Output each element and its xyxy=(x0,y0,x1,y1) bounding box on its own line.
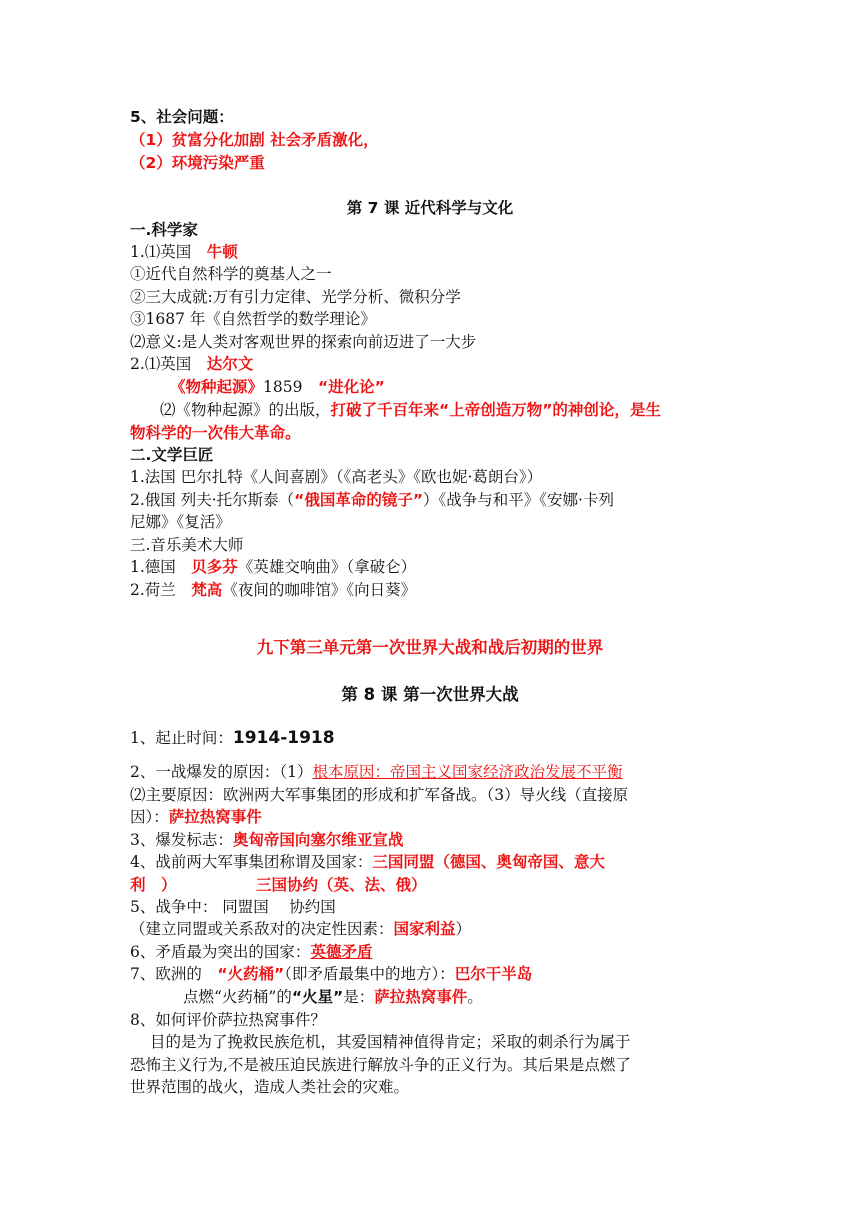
darwin-country: 2.⑴英国 xyxy=(130,355,207,373)
evaluation-line-1: 目的是为了挽救民族危机，其爱国精神值得肯定；采取的刺杀行为属于 xyxy=(150,1033,631,1051)
time-line xyxy=(130,727,335,749)
beethoven-name: 贝多芬 xyxy=(191,558,238,576)
beethoven-line xyxy=(130,556,416,578)
unit-title: 九下第三单元第一次世界大战和战后初期的世界 xyxy=(256,638,604,657)
national-interest: 国家利益 xyxy=(393,920,456,938)
spark-word: “火星” xyxy=(291,988,344,1006)
fuse-event: 萨拉热窝事件 xyxy=(168,808,262,826)
decisive-factor-label: （建立同盟或关系敌对的决定性因素： xyxy=(130,920,394,938)
decisive-factor-line xyxy=(130,918,471,940)
social-issue-1: （1）贫富分化加剧 社会矛盾激化， xyxy=(130,131,379,149)
causes-line xyxy=(130,761,623,783)
balzac-line: 1.法国 巴尔扎特《人间喜剧》（《高老头》《欧也妮·葛朗台》） xyxy=(130,468,543,486)
evaluation-line-2: 恐怖主义行为,不是被压迫民族进行解放斗争的正义行为。其后果是点燃了 xyxy=(130,1056,631,1074)
causes-label: 2、一战爆发的原因：（1） xyxy=(130,763,313,781)
tolstoy-line xyxy=(130,489,614,511)
root-cause: 根本原因：帝国主义国家经济政治发展不平衡 xyxy=(312,763,623,781)
origin-of-species-line xyxy=(170,376,385,398)
newton-name: 牛顿 xyxy=(206,243,238,261)
darwin-significance-line xyxy=(160,399,661,421)
fuse-label: 因）： xyxy=(130,808,169,826)
powder-keg-prefix: 7、欧洲的 xyxy=(130,965,218,983)
darwin-significance-red-2: 物科学的一次伟大革命。 xyxy=(130,424,301,442)
newton-point-1: ①近代自然科学的奠基人之一 xyxy=(130,265,332,283)
literature-heading: 二.文学巨匠 xyxy=(130,446,214,464)
tolstoy-works: ）《战争与和平》《安娜·卡列 xyxy=(423,491,614,509)
newton-line xyxy=(130,241,238,263)
triple-entente: 三国协约（英、法、俄） xyxy=(256,876,427,894)
powder-keg-note: （即矛盾最集中的地方）： xyxy=(284,965,455,983)
music-art-heading: 三.音乐美术大师 xyxy=(130,536,244,554)
powder-keg: “火药桶” xyxy=(217,965,285,983)
during-war-line: 5、战争中： 同盟国 协约国 xyxy=(130,898,336,916)
origin-book: 《物种起源》 xyxy=(170,378,264,396)
van-gogh-line xyxy=(130,579,416,601)
darwin-significance-red-1: 打破了千百年来“上帝创造万物”的神创论，是生 xyxy=(330,401,661,419)
darwin-significance-prefix: ⑵《物种起源》的出版， xyxy=(160,401,331,419)
blocs-line xyxy=(130,851,605,873)
powder-keg-line xyxy=(130,963,532,985)
spark-line xyxy=(183,986,483,1008)
evolution-theory: “进化论” xyxy=(317,378,385,396)
tolstoy-mirror: “俄国革命的镜子” xyxy=(294,491,424,509)
beethoven-country: 1.德国 xyxy=(130,558,192,576)
darwin-line xyxy=(130,353,253,375)
van-gogh-works: 《夜间的咖啡馆》《向日葵》 xyxy=(222,581,417,599)
outbreak-event: 奥匈帝国向塞尔维亚宣战 xyxy=(232,831,404,849)
contradiction-line xyxy=(130,941,372,963)
blocs-line-2 xyxy=(130,874,427,896)
spark-mid: 是： xyxy=(343,988,375,1006)
spark-end: 。 xyxy=(467,988,483,1006)
main-cause-line: ⑵主要原因：欧洲两大军事集团的形成和扩军备战。（3）导火线（直接原 xyxy=(130,786,629,804)
balkan-peninsula: 巴尔干半岛 xyxy=(454,965,533,983)
blocs-label: 4、战前两大军事集团称谓及国家： xyxy=(130,853,373,871)
scientists-heading: 一.科学家 xyxy=(130,221,198,239)
origin-year: 1859 xyxy=(263,378,318,396)
evaluation-question: 8、如何评价萨拉热窝事件？ xyxy=(130,1011,326,1029)
section-5-heading: 5、社会问题： xyxy=(130,108,234,126)
tolstoy-prefix: 2.俄国 列夫·托尔斯泰（ xyxy=(130,491,295,509)
tolstoy-line-2: 尼娜》《复活》 xyxy=(130,513,231,531)
anglo-german-conflict: 英德矛盾 xyxy=(310,943,373,961)
decisive-factor-close: ） xyxy=(455,920,472,938)
time-value: 1914-1918 xyxy=(232,728,335,748)
outbreak-label: 3、爆发标志： xyxy=(130,831,233,849)
darwin-name: 达尔文 xyxy=(206,355,254,373)
contradiction-label: 6、矛盾最为突出的国家： xyxy=(130,943,311,961)
lesson-7-title: 第 7 课 近代科学与文化 xyxy=(346,199,514,217)
fuse-line xyxy=(130,806,262,828)
spark-prefix: 点燃“火药桶”的 xyxy=(183,988,292,1006)
spark-event: 萨拉热窝事件 xyxy=(374,988,468,1006)
triple-alliance: 三国同盟（德国、奥匈帝国、意大 xyxy=(372,853,605,871)
triple-alliance-end: 利 ） xyxy=(130,876,177,894)
newton-point-2: ②三大成就:万有引力定律、光学分析、微积分学 xyxy=(130,288,461,306)
evaluation-line-3: 世界范围的战火，造成人类社会的灾难。 xyxy=(130,1078,410,1096)
van-gogh-name: 梵高 xyxy=(191,581,223,599)
van-gogh-country: 2.荷兰 xyxy=(130,581,192,599)
social-issue-2: （2）环境污染严重 xyxy=(130,154,265,172)
newton-point-3: ③1687 年《自然哲学的数学理论》 xyxy=(130,310,376,328)
newton-country: 1.⑴英国 xyxy=(130,243,207,261)
lesson-8-title: 第 8 课 第一次世界大战 xyxy=(341,685,519,704)
beethoven-works: 《英雄交响曲》（拿破仑） xyxy=(237,558,417,576)
outbreak-line xyxy=(130,829,403,851)
time-label: 1、起止时间： xyxy=(130,729,233,747)
newton-significance: ⑵意义:是人类对客观世界的探索向前迈进了一大步 xyxy=(130,333,477,351)
